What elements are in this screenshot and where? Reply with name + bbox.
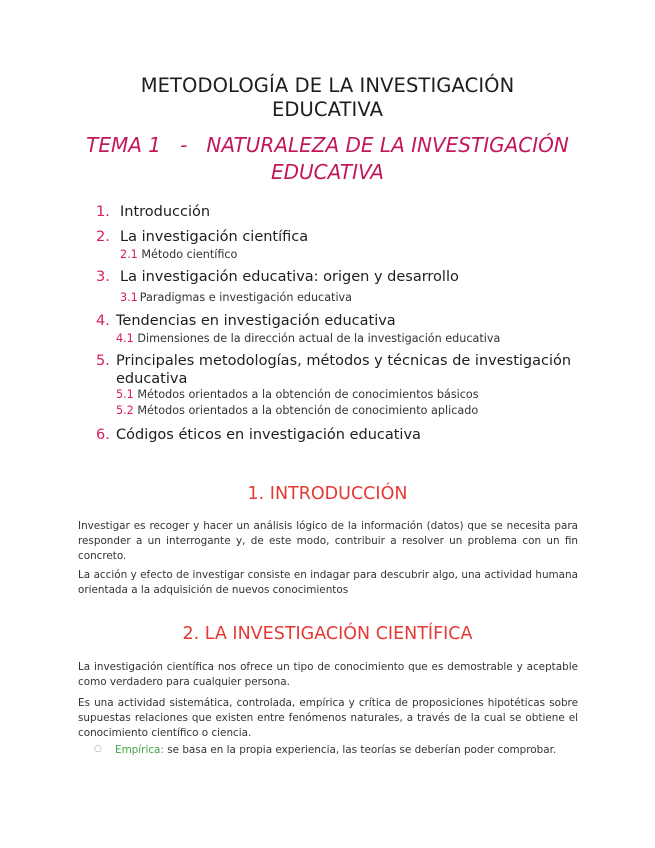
toc-sub-number: 3.1 — [120, 291, 138, 304]
toc-number: 2. — [96, 229, 110, 245]
toc-label: Tendencias en investigación educativa — [116, 313, 396, 329]
toc-item-5-line2 — [116, 371, 187, 387]
toc-sub-2-1 — [120, 248, 237, 261]
toc-sub-4-1 — [116, 332, 500, 345]
toc-item-4 — [96, 313, 396, 329]
toc-number: 4. — [96, 313, 110, 329]
toc-number: 1. — [96, 204, 110, 220]
paragraph: Es una actividad sistemática, controlada, empírica y crítica de proposiciones hipotéticas sobre supuestas relaciones que existen entre fenómenos naturales, a través de la cual se obtiene el conocimiento científico o ciencia. — [78, 697, 578, 740]
tema-title-line1: TEMA 1 - NATURALEZA DE LA INVESTIGACIÓN — [86, 133, 569, 157]
paragraph: Investigar es recoger y hacer un análisis lógico de la información (datos) que se necesita para responder a un interrogante y, de este modo, contribuir a resolver un problema con un fin concreto. — [78, 520, 578, 563]
toc-sub-label: Método científico — [141, 248, 238, 261]
document-title-line2: EDUCATIVA — [271, 98, 384, 121]
toc-item-2 — [96, 229, 308, 245]
toc-sub-number: 2.1 — [120, 248, 138, 261]
tema-title-line2: EDUCATIVA — [271, 160, 384, 184]
document-title-line1: METODOLOGÍA DE LA INVESTIGACIÓN — [140, 74, 515, 97]
toc-label: La investigación científica — [120, 229, 309, 245]
bullet-text — [115, 743, 579, 758]
bullet-circle-icon: ○ — [94, 744, 102, 754]
toc-item-6 — [96, 427, 421, 443]
document-title — [0, 74, 655, 122]
toc-sub-label: Métodos orientados a la obtención de conocimiento aplicado — [137, 404, 479, 417]
toc-label-continuation: educativa — [116, 371, 188, 387]
toc-item-5 — [96, 353, 571, 369]
toc-label: La investigación educativa: origen y desarrollo — [120, 269, 459, 285]
paragraph: La acción y efecto de investigar consiste en indagar para descubrir algo, una actividad humana orientada a la adquisición de nuevos conocimientos — [78, 569, 578, 597]
toc-label: Códigos éticos en investigación educativa — [116, 427, 421, 443]
toc-sub-number: 4.1 — [116, 332, 134, 345]
toc-sub-label: Dimensiones de la dirección actual de la investigación educativa — [137, 332, 501, 345]
toc-number: 3. — [96, 269, 110, 285]
toc-sub-label: Métodos orientados a la obtención de conocimientos básicos — [137, 388, 479, 401]
toc-sub-5-2 — [116, 404, 478, 417]
toc-item-3 — [96, 269, 459, 285]
toc-sub-5-1 — [116, 388, 479, 401]
toc-number: 5. — [96, 353, 110, 369]
toc-sub-number: 5.2 — [116, 404, 134, 417]
bullet-term: Empírica: — [115, 744, 164, 756]
toc-sub-number: 5.1 — [116, 388, 134, 401]
bullet-description: se basa en la propia experiencia, las teorías se deberían poder comprobar. — [163, 744, 557, 756]
toc-sub-3-1 — [120, 291, 352, 304]
section-heading-investigacion-cientifica: 2. LA INVESTIGACIÓN CIENTÍFICA — [182, 624, 473, 644]
toc-label: Introducción — [120, 204, 211, 220]
toc-sub-label: Paradigmas e investigación educativa — [139, 291, 353, 304]
toc-label: Principales metodologías, métodos y técnicas de investigación — [116, 353, 572, 369]
toc-number: 6. — [96, 427, 110, 443]
tema-title — [0, 132, 655, 186]
toc-item-1 — [96, 204, 210, 220]
section-heading-introduccion: 1. INTRODUCCIÓN — [247, 484, 408, 504]
paragraph: La investigación científica nos ofrece un tipo de conocimiento que es demostrable y aceptable como verdadero para cualquier persona. — [78, 661, 578, 689]
